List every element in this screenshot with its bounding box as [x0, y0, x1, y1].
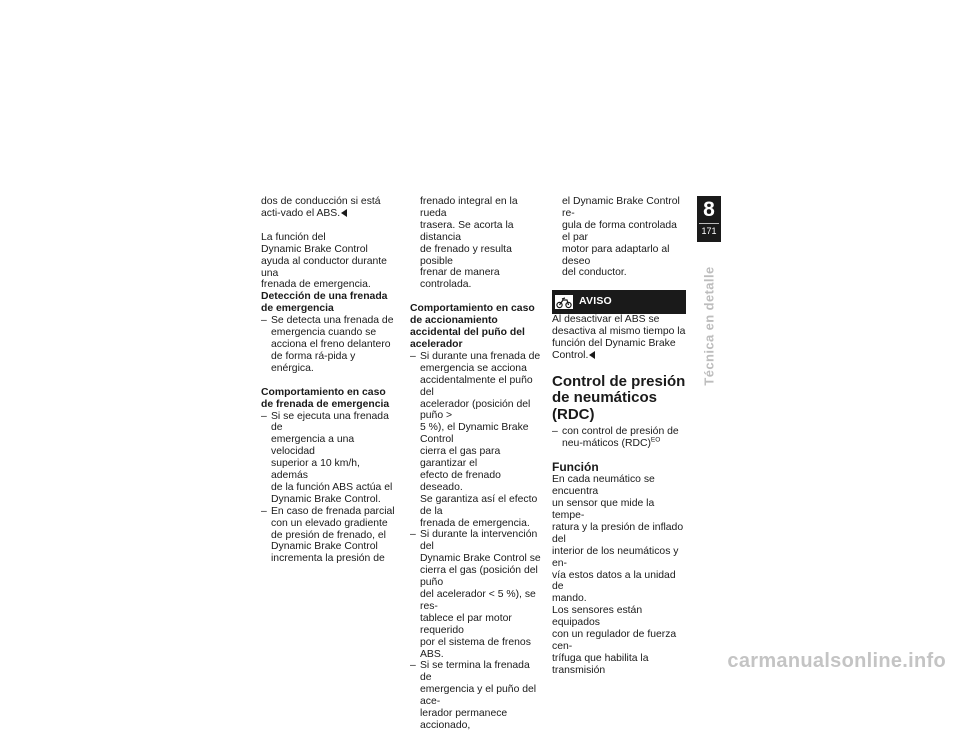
text-column-1 — [261, 196, 395, 565]
paragraph: Al desactivar el ABS se desactiva al mismo tiempo la función del Dynamic Brake Control. — [552, 314, 686, 362]
motorcycle-warning-icon — [555, 295, 573, 309]
section-heading: Comportamiento en caso de frenada de emergencia — [261, 386, 390, 410]
paragraph: dos de conducción si está acti-vado el ABS. — [261, 196, 381, 219]
paragraph: Los sensores están equipados con un regulador de fuerza cen- trífuga que habilita la transmisión — [552, 605, 677, 676]
paragraph: frenado integral en la rueda trasera. Se acorta la distancia de frenado y resulta posible frenar de manera controlada. — [420, 196, 518, 291]
equipment-superscript: EO — [650, 436, 661, 444]
dash-list — [552, 426, 686, 450]
list-item: – Si durante la intervención del Dynamic Brake Control se cierra el gas (posición del puño del acelerador < 5 %), se res- tablece el par motor requerido por el sistema de frenos ABS. — [410, 529, 544, 660]
section-side-title: Técnica en detalle — [701, 266, 717, 386]
paragraph: el Dynamic Brake Control re- gula de forma controlada el par motor para adaptarlo al deseo del conductor. — [562, 196, 680, 279]
dash-list — [410, 351, 544, 732]
section-heading: Detección de una frenada de emergencia — [261, 291, 388, 315]
page-number: 171 — [701, 226, 717, 236]
paragraph: La función del Dynamic Brake Control ayuda al conductor durante una frenada de emergencia. — [261, 231, 387, 291]
section-heading: Comportamiento en caso de accionamiento accidental del puño del acelerador — [410, 303, 535, 350]
end-mark-icon — [341, 209, 347, 217]
chapter-tab — [697, 196, 721, 242]
list-item: – con control de presión de neu-máticos (RDC)$^{EO}$ — [552, 426, 686, 450]
end-mark-icon — [589, 351, 595, 359]
list-item: – Si se ejecuta una frenada de emergencia a una velocidad superior a 10 km/h, además de la función ABS actúa el Dynamic Brake Control. — [261, 411, 395, 506]
divider — [699, 223, 719, 224]
text-column-3 — [552, 196, 686, 677]
dash-list — [261, 315, 395, 375]
text-column-2 — [410, 196, 544, 732]
chapter-number: 8 — [703, 198, 715, 221]
list-item: – Si se termina la frenada de emergencia y el puño del ace- lerador permanece accionado, — [410, 660, 544, 731]
dash-list — [261, 411, 395, 566]
list-item: – Si durante una frenada de emergencia se acciona accidentalmente el puño del acelerador (posición del puño > 5 %), el Dynamic Brake Control cierra el gas para garantizar el efecto de frenado deseado. Se garantiza así el efecto de la frenada de emergencia. — [410, 351, 544, 530]
list-item: – Se detecta una frenada de emergencia cuando se acciona el freno delantero de forma rá-pida y enérgica. — [261, 315, 395, 375]
paragraph-end: del conductor. — [562, 267, 627, 279]
watermark: carmanualsonline.info — [727, 650, 946, 672]
subsection-heading: Función — [552, 460, 599, 475]
notice-banner — [552, 290, 686, 314]
section-title: Control de presión de neumáticos (RDC) — [552, 372, 686, 423]
list-item: – En caso de frenada parcial con un elevado gradiente de presión de frenado, el Dynamic Brake Control incrementa la presión de — [261, 506, 395, 566]
paragraph: En cada neumático se encuentra un sensor que mide la tempe- ratura y la presión de inflado del interior de los neumáticos y en- vía estos datos a la unidad de mando. — [552, 474, 684, 605]
notice-label: AVISO — [579, 295, 612, 308]
